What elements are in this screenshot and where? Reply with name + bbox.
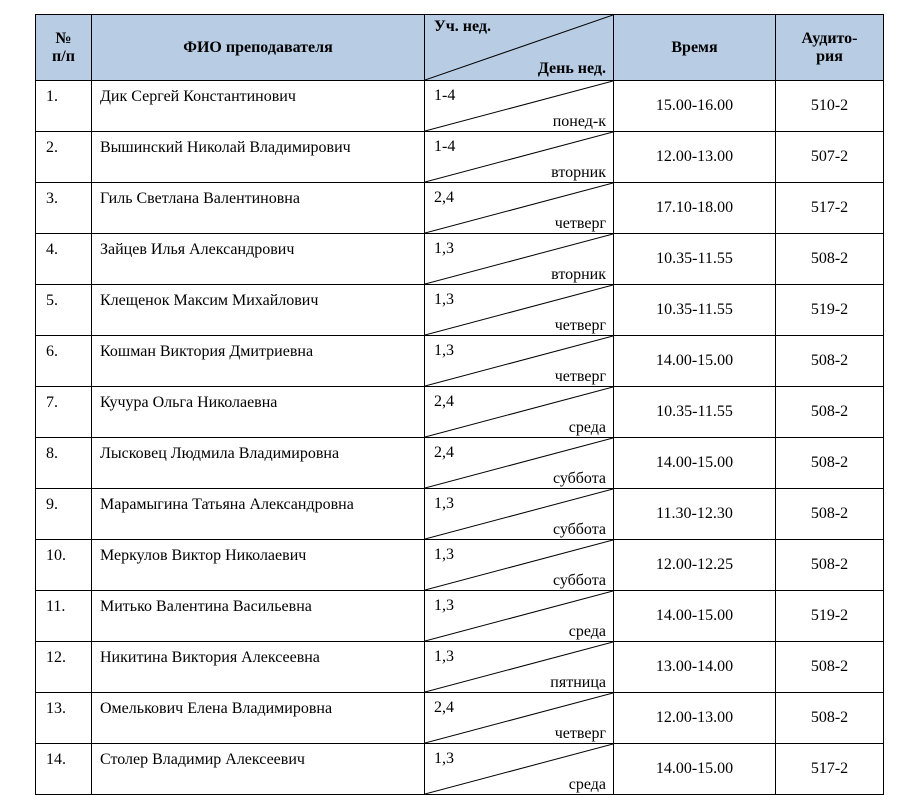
row-number: 6.	[36, 336, 92, 387]
study-weeks: 1,3	[434, 750, 454, 767]
row-number: 14.	[36, 744, 92, 795]
study-weeks: 1,3	[434, 342, 454, 359]
teacher-name: Зайцев Илья Александрович	[92, 234, 425, 285]
row-number: 9.	[36, 489, 92, 540]
table-row	[36, 744, 884, 795]
week-day: среда	[568, 623, 606, 640]
teacher-name: Клещенок Максим Михайлович	[92, 285, 425, 336]
room-number: 508-2	[776, 540, 884, 591]
room-number: 508-2	[776, 642, 884, 693]
table-row	[36, 387, 884, 438]
study-weeks: 1-4	[434, 138, 456, 155]
study-weeks: 2,4	[434, 444, 454, 461]
week-day-cell	[425, 540, 614, 591]
room-number: 508-2	[776, 387, 884, 438]
header-number	[36, 15, 92, 81]
table-row	[36, 642, 884, 693]
header-time: Время	[614, 15, 776, 81]
teacher-name: Никитина Виктория Алексеевна	[92, 642, 425, 693]
week-day: суббота	[552, 572, 606, 589]
room-number: 508-2	[776, 336, 884, 387]
study-weeks: 1,3	[434, 240, 454, 257]
time-slot: 10.35-11.55	[614, 234, 776, 285]
row-number: 10.	[36, 540, 92, 591]
week-day-cell	[425, 693, 614, 744]
header-teacher-name: ФИО преподавателя	[92, 15, 425, 81]
week-day: понед-к	[552, 113, 606, 130]
time-slot: 10.35-11.55	[614, 285, 776, 336]
header-number-line2: п/п	[52, 47, 75, 65]
time-slot: 11.30-12.30	[614, 489, 776, 540]
row-number: 12.	[36, 642, 92, 693]
week-day: четверг	[554, 215, 606, 232]
header-room-line2: рия	[816, 47, 843, 65]
table-row	[36, 693, 884, 744]
study-weeks: 1,3	[434, 495, 454, 512]
row-number: 8.	[36, 438, 92, 489]
time-slot: 14.00-15.00	[614, 744, 776, 795]
room-number: 519-2	[776, 591, 884, 642]
time-slot: 15.00-16.00	[614, 81, 776, 132]
teacher-name: Марамыгина Татьяна Александровна	[92, 489, 425, 540]
study-weeks: 1,3	[434, 291, 454, 308]
study-weeks: 1,3	[434, 648, 454, 665]
teacher-name: Дик Сергей Константинович	[92, 81, 425, 132]
row-number: 13.	[36, 693, 92, 744]
time-slot: 12.00-13.00	[614, 132, 776, 183]
study-weeks: 1-4	[434, 87, 456, 104]
week-day: четверг	[554, 725, 606, 742]
week-day-cell	[425, 336, 614, 387]
week-day: суббота	[552, 521, 606, 538]
week-day-cell	[425, 387, 614, 438]
table-row	[36, 489, 884, 540]
room-number: 508-2	[776, 234, 884, 285]
week-day-cell	[425, 438, 614, 489]
time-slot: 14.00-15.00	[614, 438, 776, 489]
row-number: 7.	[36, 387, 92, 438]
week-day: вторник	[551, 164, 606, 181]
room-number: 517-2	[776, 183, 884, 234]
teacher-name: Кошман Виктория Дмитриевна	[92, 336, 425, 387]
week-day-cell	[425, 183, 614, 234]
header-number-line1: №	[55, 29, 72, 47]
header-row	[36, 15, 884, 81]
schedule-table	[35, 14, 884, 795]
table-row	[36, 438, 884, 489]
week-day-cell	[425, 642, 614, 693]
row-number: 5.	[36, 285, 92, 336]
time-slot: 13.00-14.00	[614, 642, 776, 693]
week-day-cell	[425, 489, 614, 540]
study-weeks: 2,4	[434, 189, 454, 206]
time-slot: 17.10-18.00	[614, 183, 776, 234]
time-slot: 14.00-15.00	[614, 336, 776, 387]
row-number: 2.	[36, 132, 92, 183]
header-week-day	[425, 15, 614, 81]
table-row	[36, 234, 884, 285]
room-number: 508-2	[776, 693, 884, 744]
study-weeks: 2,4	[434, 393, 454, 410]
study-weeks: 1,3	[434, 546, 454, 563]
time-slot: 14.00-15.00	[614, 591, 776, 642]
week-day-cell	[425, 132, 614, 183]
table-row	[36, 336, 884, 387]
table-body	[36, 81, 884, 795]
teacher-name: Меркулов Виктор Николаевич	[92, 540, 425, 591]
room-number: 508-2	[776, 489, 884, 540]
week-day: четверг	[554, 317, 606, 334]
time-slot: 12.00-13.00	[614, 693, 776, 744]
table-row	[36, 81, 884, 132]
week-day: среда	[568, 419, 606, 436]
time-slot: 12.00-12.25	[614, 540, 776, 591]
room-number: 508-2	[776, 438, 884, 489]
header-room	[776, 15, 884, 81]
table-row	[36, 540, 884, 591]
week-day: суббота	[552, 470, 606, 487]
room-number: 519-2	[776, 285, 884, 336]
table-row	[36, 132, 884, 183]
table-header	[36, 15, 884, 81]
table-row	[36, 591, 884, 642]
row-number: 4.	[36, 234, 92, 285]
study-weeks: 1,3	[434, 597, 454, 614]
week-day-cell	[425, 285, 614, 336]
row-number: 1.	[36, 81, 92, 132]
header-day-label: День нед.	[537, 60, 606, 77]
week-day-cell	[425, 744, 614, 795]
table-row	[36, 183, 884, 234]
week-day-cell	[425, 234, 614, 285]
week-day: вторник	[551, 266, 606, 283]
header-weeks-label: Уч. нед.	[434, 18, 491, 35]
week-day-cell	[425, 591, 614, 642]
week-day: среда	[568, 776, 606, 793]
room-number: 507-2	[776, 132, 884, 183]
study-weeks: 2,4	[434, 699, 454, 716]
table-row	[36, 285, 884, 336]
teacher-name: Кучура Ольга Николаевна	[92, 387, 425, 438]
teacher-name: Омелькович Елена Владимировна	[92, 693, 425, 744]
teacher-name: Лысковец Людмила Владимировна	[92, 438, 425, 489]
row-number: 11.	[36, 591, 92, 642]
row-number: 3.	[36, 183, 92, 234]
time-slot: 10.35-11.55	[614, 387, 776, 438]
teacher-name: Митько Валентина Васильевна	[92, 591, 425, 642]
room-number: 510-2	[776, 81, 884, 132]
week-day-cell	[425, 81, 614, 132]
week-day: четверг	[554, 368, 606, 385]
teacher-name: Столер Владимир Алексеевич	[92, 744, 425, 795]
room-number: 517-2	[776, 744, 884, 795]
week-day: пятница	[550, 674, 606, 691]
teacher-name: Гиль Светлана Валентиновна	[92, 183, 425, 234]
header-room-line1: Аудито-	[801, 29, 858, 47]
teacher-name: Вышинский Николай Владимирович	[92, 132, 425, 183]
